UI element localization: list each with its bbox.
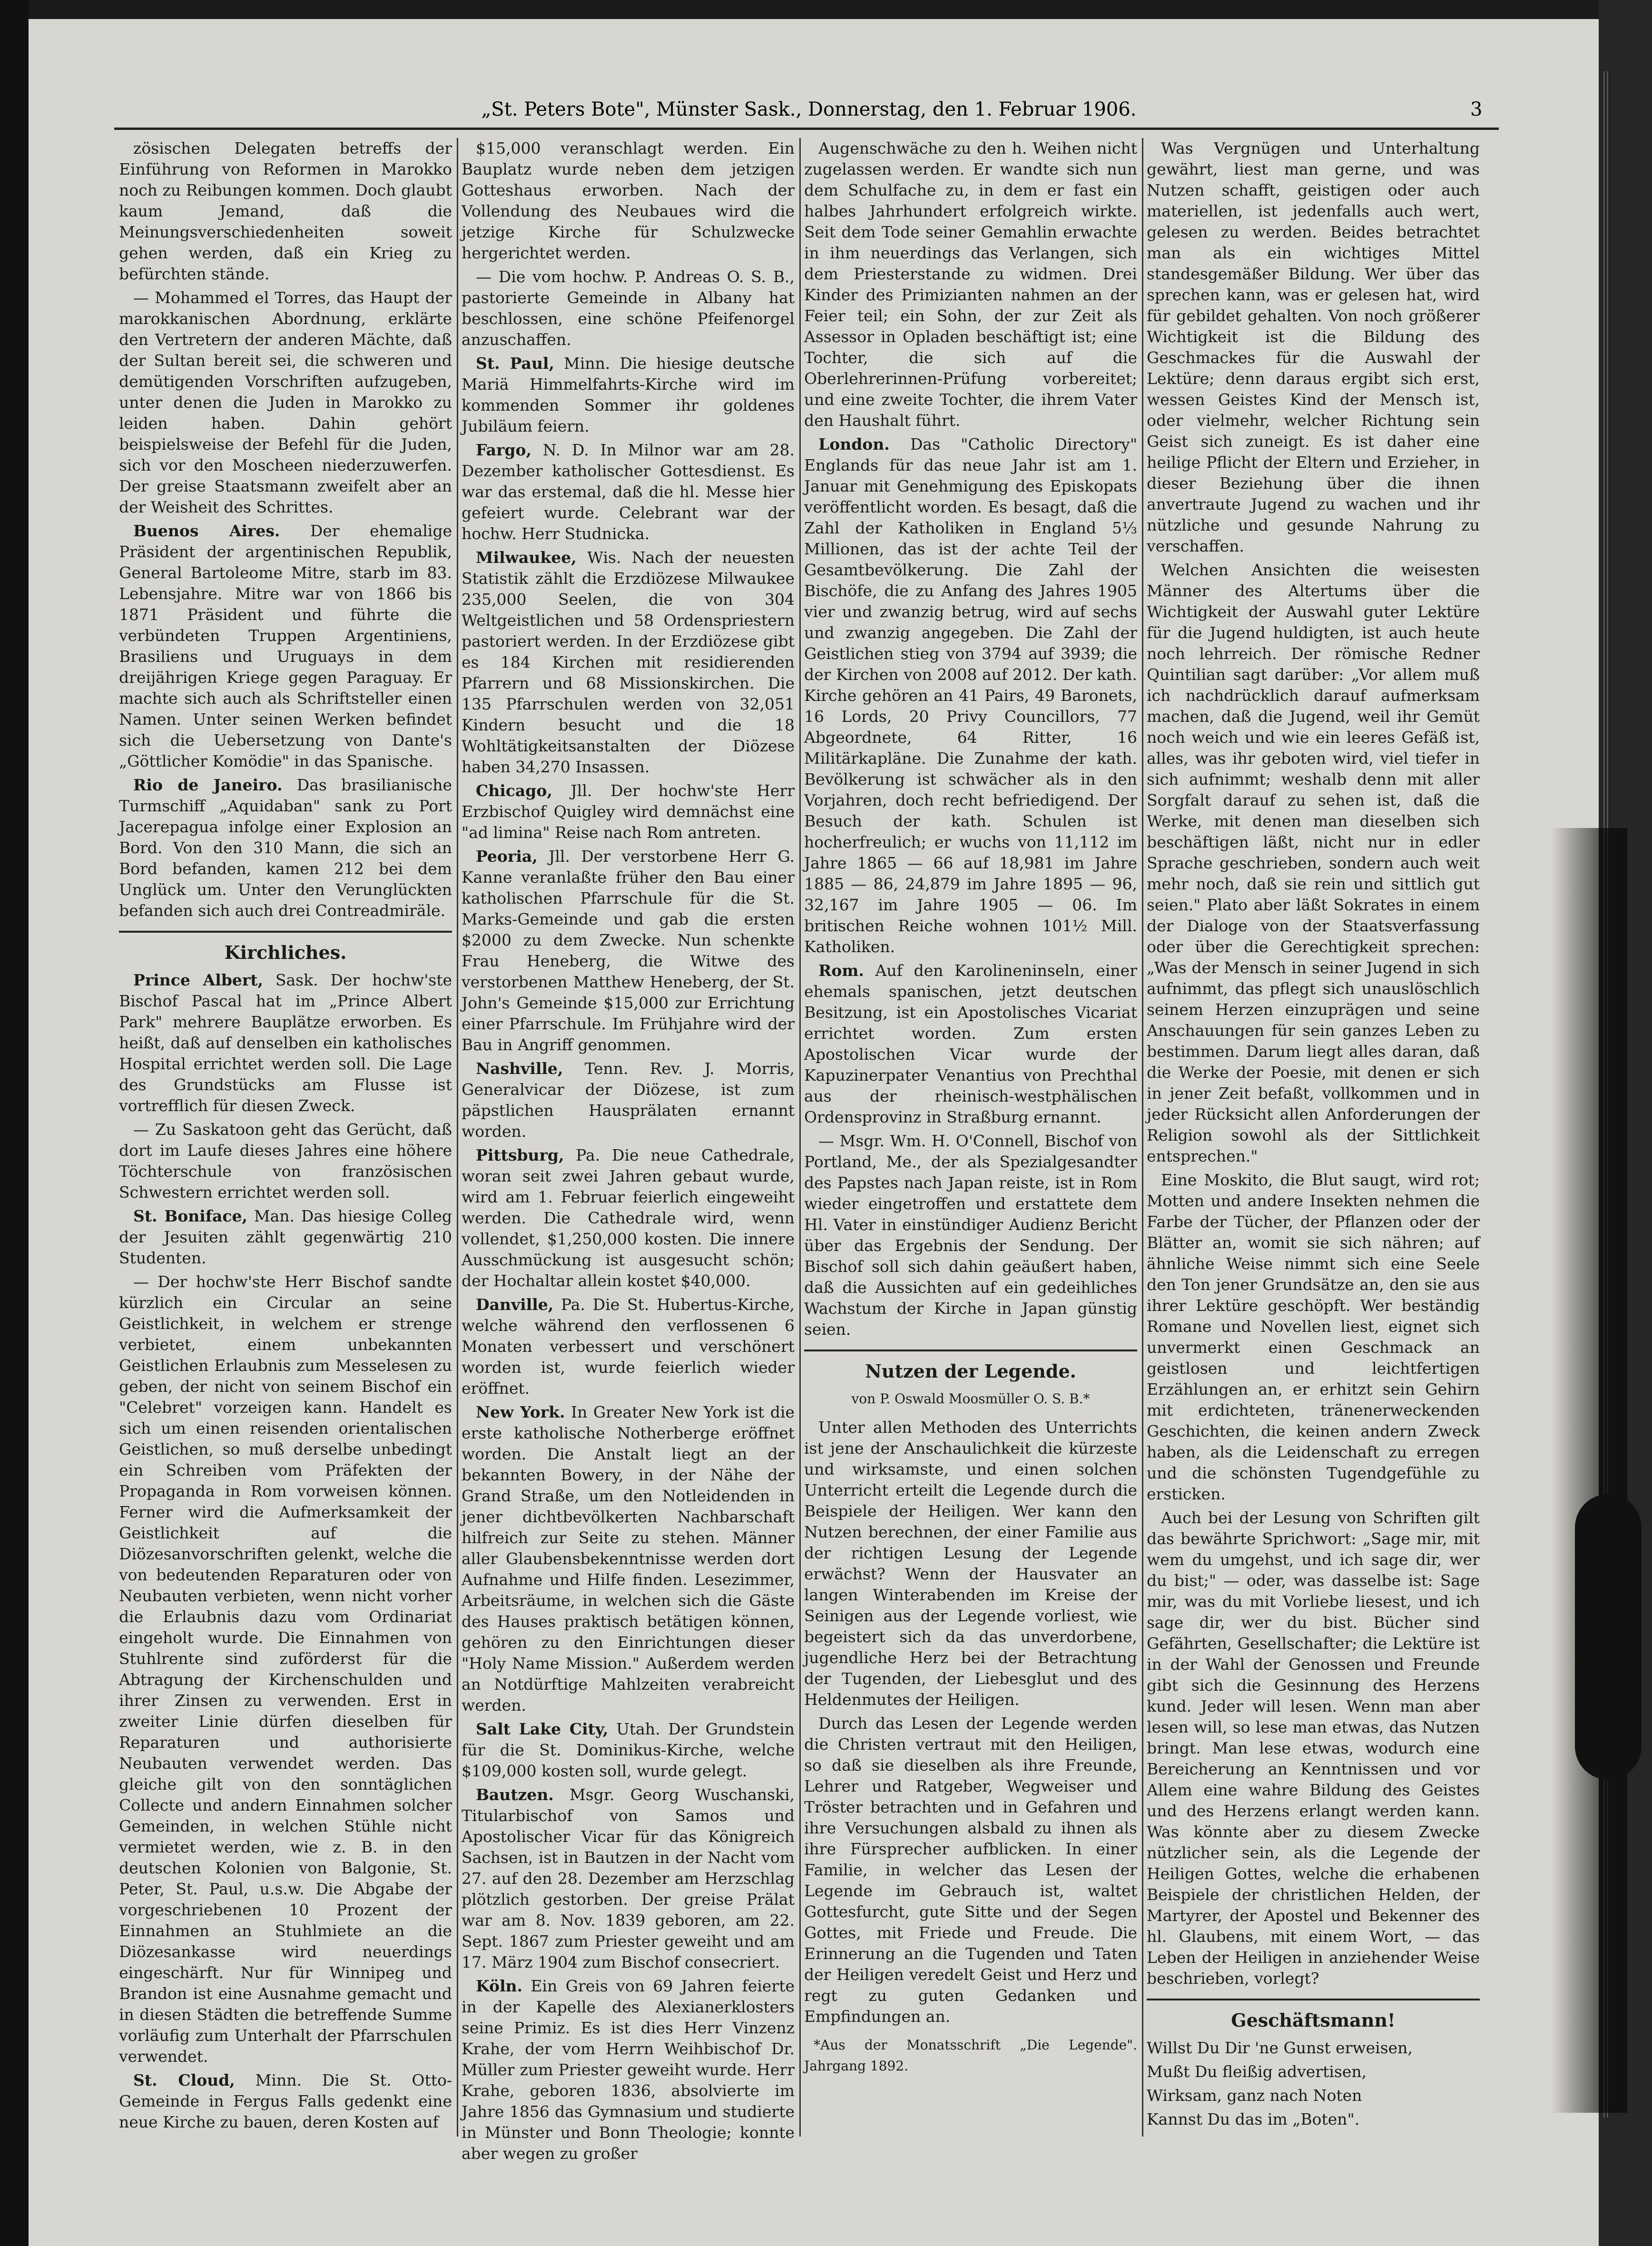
ad-line: Wirksam, ganz nach Noten (1147, 2086, 1362, 2105)
footnote: *Aus der Monatsschrift „Die Legende". Jahrgang 1892. (804, 2037, 1137, 2074)
article-text: Das "Catholic Directory" Englands für das neue Jahr ist am 1. Januar mit Genehmigung des Episkopats veröffentlicht worden. Es besagt, daß die Zahl der Katholiken in England 5⅓ Millionen, das ist der achte Teil der Gesamtbevölkerung. Die Zahl der Bischöfe, die zu Anfang des Jahres 1905 vier und zwanzig betrug, wird auf sechs und zwanzig angegeben. Die Zahl der Geistlichen stieg von 3794 auf 3939; die der Kirchen von 2008 auf 2012. Der kath. Kirche gehören an 41 Pairs, 49 Baronets, 16 Lords, 20 Privy Councillors, 77 Abgeordnete, 64 Ritter, 16 Militärkapläne. Die Zunahme der kath. Bevölkerung ist schwächer als in den Vorjahren, doch recht befriedigend. Der Besuch der kath. Schulen ist hocherfreulich; er wuchs von 11,112 im Jahre 1865 — 66 auf 18,981 im Jahre 1885 — 86, 24,879 im Jahre 1895 — 96, 32,167 im Jahre 1905 — 06. Im britischen Reiche wohnen 101½ Mill. Katholiken. (804, 435, 1137, 956)
dateline: Chicago, (476, 781, 552, 800)
article-text: N. D. In Milnor war am 28. Dezember katholischer Gottesdienst. Es war das erstemal, daß die hl. Messe hier gefeiert wurde. Celebrant war der hochw. Herr Studnicka. (462, 441, 795, 543)
dateline: New York. (476, 1403, 565, 1421)
article-paragraph (462, 440, 795, 544)
dateline: Prince Albert, (133, 971, 264, 989)
header-rule (114, 128, 1499, 130)
article-paragraph (462, 1145, 795, 1291)
article-paragraph (804, 434, 1137, 957)
dateline: Bautzen. (476, 1785, 554, 1804)
dateline: Rom. (818, 961, 864, 980)
article-text: Tenn. Rev. J. Morris, Generalvicar der Diözese, ist zum päpstlichen Hausprälaten ernannt worden. (462, 1059, 795, 1141)
article-paragraph (462, 846, 795, 1055)
article-paragraph: zösischen Delegaten betreffs der Einführung von Reformen in Marokko noch zu Reibungen kommen. Doch glaubt kaum Jemand, daß die Meinungsverschiedenheiten soweit gehen werden, daß ein Krieg zu befürchten stände. (119, 139, 452, 283)
dateline: Milwaukee, (476, 548, 577, 567)
section-rule (1147, 1999, 1480, 2000)
article-text: Der ehemalige Präsident der argentinischen Republik, General Bartoleome Mitre, starb im 83. Lebensjahre. Mitre war von 1866 bis 1871 Präsident und führte die verbündeten Truppen Argentiniens, Brasiliens und Uruguays in dem dreijährigen Kriege gegen Paraguay. Er machte sich auch als Schriftsteller einen Namen. Unter seinen Werken befindet sich die Uebersetzung von Dante's „Göttlicher Komödie" in das Spanische. (119, 522, 452, 770)
section-heading: Kirchliches. (224, 942, 347, 963)
dateline: Buenos Aires. (133, 522, 280, 540)
dateline: London. (818, 435, 890, 453)
article-text: Ein Greis von 69 Jahren feierte in der Kapelle des Alexianerklosters seine Primiz. Es ist dies Herr Vinzenz Krahe, der vom Herrn Weihbischof Dr. Müller zum Priester geweiht wurde. Herr Krahe, geboren 1836, absolvierte im Jahre 1856 das Gymnasium und studierte in Münster und Bonn Theologie; konnte aber wegen zu großer (462, 1977, 795, 2163)
ad-line: Kannst Du das im „Boten". (1147, 2110, 1360, 2128)
article-text: Msgr. Georg Wuschanski, Titularbischof von Samos und Apostolischer Vicar für das Königreich Sachsen, ist in Bautzen in der Nacht vom 27. auf den 28. Dezember am Herzschlag plötzlich gestorben. Der greise Prälat war am 8. Nov. 1839 geboren, am 22. Sept. 1867 zum Priester geweiht und am 17. März 1904 zum Bischof consecriert. (462, 1785, 795, 1971)
article-text: Jll. Der hochw'ste Herr Erzbischof Quigley wird demnächst eine "ad limina" Reise nach Rom antreten. (462, 781, 795, 842)
scan-dark-blot (1575, 1494, 1642, 1780)
article-paragraph (462, 547, 795, 778)
article-text: Wis. Nach der neuesten Statistik zählt die Erzdiözese Milwaukee 235,000 Seelen, die von 304 Weltgeistlichen und 58 Ordenspriestern pastoriert werden. In der Erzdiözese gibt es 184 Kirchen mit residierenden Pfarrern und 68 Missionskirchen. Die 135 Pfarrschulen werden von 32,051 Kindern besucht und die 18 Wohltätigkeitsanstalten der Diözese haben 34,270 Insassen. (462, 548, 795, 776)
article-text: Pa. Die St. Hubertus-Kirche, welche während den verflossenen 6 Monaten verbessert und verschönert worden ist, wurde feierlich wieder eröffnet. (462, 1295, 795, 1398)
article-text: Utah. Der Grundstein für die St. Dominikus-Kirche, welche $109,000 kosten soll, wurde gelegt. (462, 1720, 795, 1780)
article-paragraph: $15,000 veranschlagt werden. Ein Bauplatz wurde neben dem jetzigen Gotteshaus erworben. Nach der Vollendung des Neubaues wird die jetzige Kirche für Schulzwecke hergerichtet werden. (462, 139, 795, 262)
dateline: St. Paul, (476, 354, 554, 373)
dateline: Salt Lake City, (476, 1720, 609, 1738)
dateline: Fargo, (476, 441, 531, 459)
column-separator (457, 138, 458, 2137)
dateline: Pittsburg, (476, 1146, 564, 1164)
article-paragraph (804, 960, 1137, 1128)
article-paragraph (119, 2070, 452, 2133)
dateline: Nashville, (476, 1059, 563, 1078)
article-paragraph: — Die vom hochw. P. Andreas O. S. B., pastorierte Gemeinde in Albany hat beschlossen, eine schöne Pfeifenorgel anzuschaffen. (462, 267, 795, 349)
masthead: „St. Peters Bote", Münster Sask., Donnerstag, den 1. Februar 1906. (481, 99, 1137, 120)
column-separator (799, 138, 801, 2137)
article-text: In Greater New York ist die erste katholische Notherberge eröffnet worden. Die Anstalt liegt an der bekannten Bowery, in der Nähe der Grand Straße, um den Notleidenden in jener dichtbevölkerten Nachbarschaft hilfreich zur Seite zu stehen. Männer aller Glaubensbekenntnisse werden dort Aufnahme und Hilfe finden. Lesezimmer, Arbeitsräume, in welchen sich die Gäste des Hauses praktisch betätigen können, gehören zu den Einrichtungen dieser "Holy Name Mission." Außerdem werden an Notdürftige Mahlzeiten verabreicht werden. (462, 1403, 795, 1714)
article-byline: von P. Oswald Moosmüller O. S. B.* (851, 1391, 1090, 1407)
article-text: Jll. Der verstorbene Herr G. Kanne veranlaßte früher den Bau einer katholischen Pfarrschule für die St. Marks-Gemeinde und gab die ersten $2000 zu dem Zwecke. Nun schenkte Frau Heneberg, die Witwe des verstorbenen Matthew Heneberg, der St. John's Gemeinde $15,000 zur Errichtung einer Pfarrschule. Im Frühjahre wird der Bau in Angriff genommen. (462, 847, 795, 1054)
newspaper-page (29, 19, 1599, 2246)
article-paragraph (462, 1294, 795, 1399)
column-2 (462, 138, 795, 2163)
ad-title: Geschäftsmann! (1231, 2010, 1396, 2031)
article-text: Minn. Die hiesige deutsche Mariä Himmelfahrts-Kirche wird im kommenden Sommer ihr goldenes Jubiläum feiern. (462, 354, 795, 435)
article-paragraph: — Msgr. Wm. H. O'Connell, Bischof von Portland, Me., der als Spezialgesandter des Papstes nach Japan reiste, ist in Rom wieder eingetroffen und erstattete dem Hl. Vater in einstündiger Audienz Bericht über das Ergebnis der Sendung. Der Bischof soll sich dahin geäußert haben, daß die Aussichten auf ein gedeihliches Wachstum der Kirche in Japan günstig seien. (804, 1132, 1137, 1339)
article-text: Sask. Der hochw'ste Bischof Pascal hat im „Prince Albert Park" mehrere Bauplätze erworben. Es heißt, daß auf denselben ein katholisches Hospital errichtet werden soll. Die Lage des Grundstücks am Flusse ist vortrefflich für diesen Zweck. (119, 971, 452, 1115)
section-rule (119, 931, 452, 933)
article-paragraph: Augenschwäche zu den h. Weihen nicht zugelassen werden. Er wandte sich nun dem Schulfache zu, in dem er fast ein halbes Jahrhundert erfolgreich wirkte. Seit dem Tode seiner Gemahlin erwachte in ihm neuerdings das Verlangen, sich dem Priesterstande zu widmen. Drei Kinder des Primizianten nahmen an der Feier teil; ein Sohn, der zur Zeit als Assessor in Opladen beschäftigt ist; eine Tochter, die sich auf die Oberlehrerinnen-Prüfung vorbereitet; und eine zweite Tochter, die ihrem Vater den Haushalt führt. (804, 139, 1137, 430)
article-paragraph: Welchen Ansichten die weisesten Männer des Altertums über die Wichtigkeit der Auswahl guter Lektüre für die Jugend huldigten, ist auch heute noch lehrreich. Der römische Redner Quintilian sagt darüber: „Vor allem muß ich nachdrücklich darauf aufmerksam machen, daß die Jugend, weil ihr Gemüt noch weich und wie ein leeres Gefäß ist, alles, was ihr geboten wird, viel tiefer in sich aufnimmt; weshalb denn mit aller Sorgfalt darauf zu sehen ist, daß die Werke, mit denen man dieselben sich beschäftigen läßt, nicht nur in edler Sprache geschrieben, sondern auch weit mehr noch, daß sie rein und sittlich gut seien." Plato aber läßt Sokrates in einem der Dialoge von der Staatsverfassung oder über die Gerechtigkeit sprechen: „Was der Mensch in seiner Jugend in sich aufnimmt, das pflegt sich unauslöschlich seinem Herzen einzuprägen und seine Anschauungen für sein ganzes Leben zu bestimmen. Darum liegt alles daran, daß die Werke der Poesie, mit denen er sich in jener Zeit befaßt, vollkommen und in jeder Rücksicht allen Anforderungen der Religion sowohl als der Sittlichkeit entsprechen." (1147, 561, 1480, 1165)
dateline: Köln. (476, 1977, 522, 1995)
article-paragraph: Was Vergnügen und Unterhaltung gewährt, liest man gerne, und was Nutzen schafft, geistigen oder auch materiellen, ist jedenfalls auch wert, gelesen zu werden. Beides betrachtet man als ein wichtiges Mittel standesgemäßer Bildung. Wer über das sprechen kann, was er gelesen hat, wird für gebildet gehalten. Von noch größerer Wichtigkeit ist die Bildung des Geschmackes für die Auswahl der Lektüre; denn daraus ergibt sich erst, wessen Geistes Kind der Mensch ist, oder vielmehr, welcher Richtung sein Geist sich zuneigt. Es ist daher eine heilige Pflicht der Eltern und Erzieher, in dieser Beziehung über die ihnen anvertraute Jugend zu wachen und ihr nützliche und gesunde Nahrung zu verschaffen. (1147, 139, 1480, 555)
article-paragraph (119, 970, 452, 1116)
dateline: Peoria, (476, 847, 538, 866)
article-paragraph (119, 1206, 452, 1269)
article-paragraph: — Zu Saskatoon geht das Gerücht, daß dort im Laufe dieses Jahres eine höhere Töchterschule von französischen Schwestern errichtet werden soll. (119, 1120, 452, 1202)
page-number: 3 (1470, 99, 1483, 120)
column-3 (804, 138, 1137, 2151)
binding-shadow (1551, 828, 1627, 2113)
article-paragraph: Eine Moskito, die Blut saugt, wird rot; Motten und andere Insekten nehmen die Farbe der Tücher, der Pflanzen oder der Blätter an, womit sie sich nähren; auf ähnliche Weise nimmt sich eine Seele den Ton jener Grundsätze an, den sie aus ihrer Lektüre geschöpft. Wer beständig Romane und Novellen liest, eignet sich unvermerkt einen Geschmack an geistlosen und leichtfertigen Erzählungen an, er erhitzt sein Gehirn mit erdichteten, tränenerweckenden Geschichten, die keinen andern Zweck haben, als die Leidenschaft zu erregen und die schönsten Tugendgefühle zu ersticken. (1147, 1171, 1480, 1503)
article-paragraph (462, 1784, 795, 1973)
article-paragraph (462, 1976, 795, 2164)
article-paragraph: — Mohammed el Torres, das Haupt der marokkanischen Abordnung, erklärte den Vertretern der anderen Mächte, daß der Sultan bereit sei, die schweren und demütigenden Vorschriften aufzugeben, unter denen die Juden in Marokko zu leiden haben. Dahin gehört beispielsweise der Befehl für die Juden, sich vor den Moscheen niederzuwerfen. Der greise Staatsmann zweifelt aber an der Weisheit des Schrittes. (119, 288, 452, 516)
column-4 (1147, 138, 1480, 2151)
ad-line: Mußt Du fleißig advertisen, (1147, 2062, 1367, 2081)
article-paragraph (119, 521, 452, 772)
dateline: Danville, (476, 1295, 554, 1314)
article-text: Das brasilianische Turmschiff „Aquidaban" sank zu Port Jacerepagua infolge einer Explosion an Bord. Von den 310 Mann, die sich an Bord befanden, kamen 212 bei dem Unglück um. Unter den Verunglückten befanden sich auch drei Contreadmiräle. (119, 776, 452, 920)
article-paragraph (462, 780, 795, 843)
article-text: Pa. Die neue Cathedrale, woran seit zwei Jahren gebaut wurde, wird am 1. Februar feierlich eingeweiht werden. Die Cathedrale wird, wenn vollendet, $1,250,000 kosten. Die innere Ausschmückung ist ausgesucht schön; der Hochaltar allein kostet $40,000. (462, 1146, 795, 1290)
article-title: Nutzen der Legende. (865, 1360, 1076, 1382)
article-paragraph (462, 1058, 795, 1142)
dateline: St. Cloud, (133, 2071, 235, 2089)
article-text: Auf den Karolineninseln, einer ehemals spanischen, jetzt deutschen Besitzung, ist ein Apostolisches Vicariat errichtet worden. Zum ersten Apostolischen Vicar wurde der Kapuzinerpater Venantius von Prechthal aus der rheinisch-westphälischen Ordensprovinz in Straßburg ernannt. (804, 961, 1137, 1126)
article-paragraph (462, 353, 795, 437)
article-text: Minn. Die St. Otto-Gemeinde in Fergus Falls gedenkt eine neue Kirche zu bauen, deren Kosten auf (119, 2071, 452, 2131)
ad-line: Willst Du Dir 'ne Gunst erweisen, (1147, 2039, 1413, 2057)
article-text: Man. Das hiesige Colleg der Jesuiten zählt gegenwärtig 210 Studenten. (119, 1207, 452, 1267)
article-paragraph: Unter allen Methoden des Unterrichts ist jene der Anschaulichkeit die kürzeste und wirksamste, und einen solchen Unterricht erteilt die Legende durch die Beispiele der Heiligen. Wer kann den Nutzen berechnen, der einer Familie aus der richtigen Lesung der Legende erwächst? Wenn der Hausvater an langen Winterabenden im Kreise der Seinigen aus der Legende vorliest, wie begeistert sich da das unverdorbene, jugendliche Herz bei der Betrachtung der Tugenden, der Liebesglut und des Heldenmutes der Heiligen. (804, 1418, 1137, 1709)
article-paragraph (119, 775, 452, 921)
article-paragraph (462, 1402, 795, 1716)
article-paragraph (462, 1719, 795, 1782)
dateline: Rio de Janeiro. (133, 776, 283, 794)
dateline: St. Boniface, (133, 1207, 247, 1225)
article-paragraph: Auch bei der Lesung von Schriften gilt das bewährte Sprichwort: „Sage mir, mit wem du umgehst, und ich sage dir, wer du bist;" — oder, was dasselbe ist: Sage mir, was du mit Vorliebe liesest, und ich sage dir, wer du bist. Bücher sind Gefährten, Gesellschafter; die Lektüre ist in der Wahl der Genossen und Freunde gibt sich die Gesinnung des Herzens kund. Jeder will lesen. Wenn man aber lesen will, so lese man etwas, das Nutzen bringt. Man lese etwas, wodurch eine Bereicherung an Kenntnissen und vor Allem eine wahre Bildung des Geistes und des Herzens erlangt werden kann. Was könnte aber zu diesem Zwecke nützlicher sein, als die Legende der Heiligen Gottes, welche die erhabenen Beispiele der christlichen Helden, der Martyrer, der Apostel und Bekenner des hl. Glaubens, mit einem Wort, — das Leben der Heiligen in anziehender Weise beschrieben, vorlegt? (1147, 1508, 1480, 1988)
article-paragraph: Durch das Lesen der Legende werden die Christen vertraut mit den Heiligen, so daß sie dieselben als ihre Freunde, Lehrer und Ratgeber, Wegweiser und Tröster betrachten und in Gefahren und ihre Versuchungen alsbald zu ihnen als ihre Fürsprecher aufblicken. In einer Familie, in welcher das Lesen der Legende im Gebrauch ist, waltet Gottesfurcht, gute Sitte und der Segen Gottes, mit Friede und Freude. Die Erinnerung an die Tugenden und Taten der Heiligen veredelt Geist und Herz und regt zu guten Gedanken und Empfindungen an. (804, 1714, 1137, 2026)
scan-left-edge (0, 0, 29, 2246)
article-paragraph: — Der hochw'ste Herr Bischof sandte kürzlich ein Circular an seine Geistlichkeit, in welchem er strenge verbietet, einem unbekannten Geistlichen Erlaubnis zum Messelesen zu geben, der nicht von seinem Bischof ein "Celebret" vorzeigen kann. Handelt es sich um einen reisenden orientalischen Geistlichen, so muß derselbe unbedingt ein Schreiben vom Präfekten der Propaganda in Rom vorweisen können. Ferner wird die Aufmerksamkeit der Geistlichkeit auf die Diözesanvorschriften gelenkt, welche die von bedeutenden Reparaturen oder von Neubauten verbieten, wenn nicht vorher die Erlaubnis dazu vom Ordinariat eingeholt wurde. Die Einnahmen von Stuhlrente sind zuförderst für die Abtragung der Kirchenschulden und ihrer Zinsen zu verwenden. Erst in zweiter Linie dürfen dieselben für Reparaturen und authorisierte Neubauten verwendet werden. Das gleiche gilt von den sonntäglichen Collecte und andern Einnahmen solcher Gemeinden, in welchen Stühle nicht vermietet werden, wie z. B. in den deutschen Kolonien von Balgonie, St. Peter, St. Paul, u.s.w. Die Abgabe der vorgeschriebenen 10 Prozent der Einnahmen an Stuhlmiete an die Diözesankasse wird neuerdings eingeschärft. Nur für Winnipeg und Brandon ist eine Ausnahme gemacht und in diesen Städten die betreffende Summe vorläufig zum Unterhalt der Pfarrschulen verwendet. (119, 1272, 452, 2066)
section-rule (804, 1350, 1137, 1351)
column-1 (119, 138, 452, 2151)
column-separator (1142, 138, 1143, 2137)
